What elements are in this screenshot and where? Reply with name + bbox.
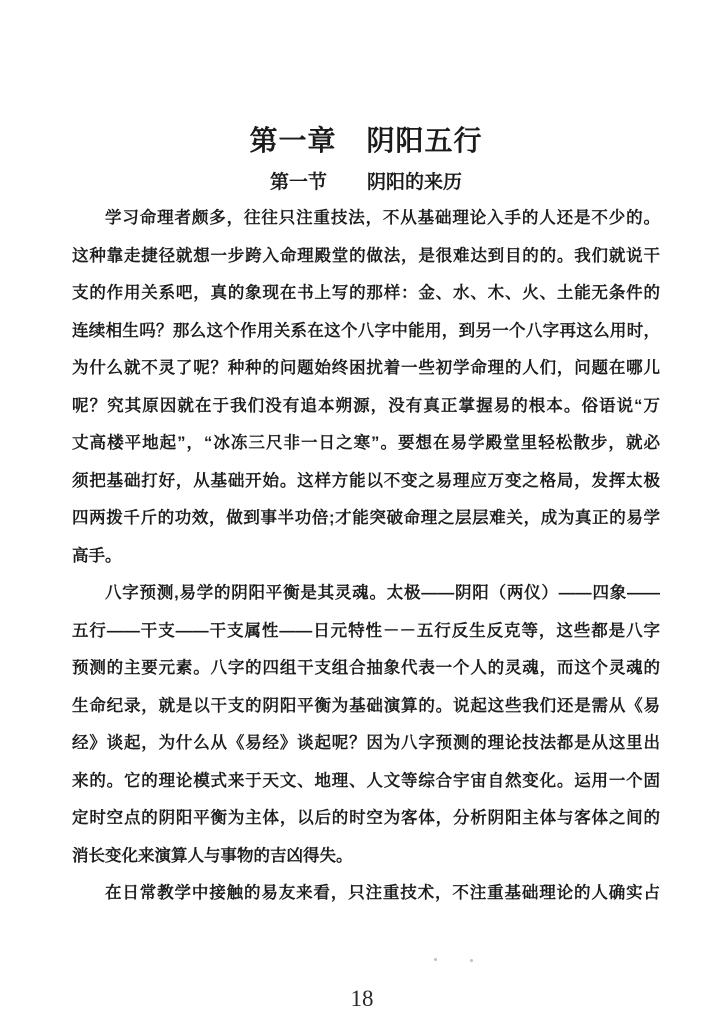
body-line: 八字预测,易学的阴阳平衡是其灵魂。太极——阴阳（两仪）——四象——	[105, 584, 660, 602]
chapter-number: 第一章	[249, 125, 337, 156]
body-line: 呢？究其原因就在于我们没有追本朔源，没有真正掌握易的根本。俗语说“万	[72, 396, 660, 415]
chapter-name: 阴阳五行	[366, 125, 483, 156]
body-line: 在日常教学中接触的易友来看，只注重技术，不注重基础理论的人确实占	[105, 884, 660, 902]
body-line: 为什么就不灵了呢？种种的问题始终困扰着一些初学命理的人们，问题在哪儿	[72, 359, 660, 377]
body-line: 学习命理者颇多，往往只注重技法，不从基础理论入手的人还是不少的。	[105, 209, 660, 227]
body-line: 定时空点的阴阳平衡为主体，以后的时空为客体，分析阴阳主体与客体之间的	[72, 809, 660, 827]
page-number: 18	[350, 986, 374, 1011]
body-line: 四两拨千斤的功效，做到事半功倍;才能突破命理之层层难关，成为真正的易学	[72, 509, 660, 527]
body-line: 丈高楼平地起”，“冰冻三尺非一日之寒”。要想在易学殿堂里轻松散步，就必	[72, 434, 660, 452]
body-line: 高手。	[72, 546, 122, 565]
body-line: 须把基础打好，从基础开始。这样方能以不变之易理应万变之格局，发挥太极	[72, 471, 660, 490]
scan-speck	[434, 958, 437, 961]
body-line: 消长变化来演算人与事物的吉凶得失。	[72, 846, 353, 865]
body-line: 经》谈起，为什么从《易经》谈起呢？因为八字预测的理论技法都是从这里出	[72, 734, 660, 752]
body-line: 连续相生吗？那么这个作用关系在这个八字中能用，到另一个八字再这么用时，	[72, 321, 660, 340]
section-number: 第一节	[269, 172, 327, 193]
body-line: 来的。它的理论模式来于天文、地理、人文等综合宇宙自然变化。运用一个固	[72, 771, 660, 790]
body-line: 生命纪录，就是以干支的阴阳平衡为基础演算的。说起这些我们还是需从《易	[72, 696, 660, 715]
scan-speck	[470, 959, 473, 962]
body-line: 五行——干支——干支属性——日元特性－－五行反生反克等，这些都是八字	[72, 621, 660, 640]
section-name: 阴阳的来历	[367, 172, 463, 193]
body-line: 这种靠走捷径就想一步跨入命理殿堂的做法，是很难达到目的的。我们就说干	[72, 246, 660, 265]
body-line: 预测的主要元素。八字的四组干支组合抽象代表一个人的灵魂，而这个灵魂的	[72, 659, 660, 677]
section-title	[72, 171, 660, 195]
body-text	[72, 200, 660, 913]
body-line: 支的作用关系吧，真的象现在书上写的那样：金、水、木、火、土能无条件的	[72, 284, 660, 302]
chapter-title	[72, 125, 660, 157]
